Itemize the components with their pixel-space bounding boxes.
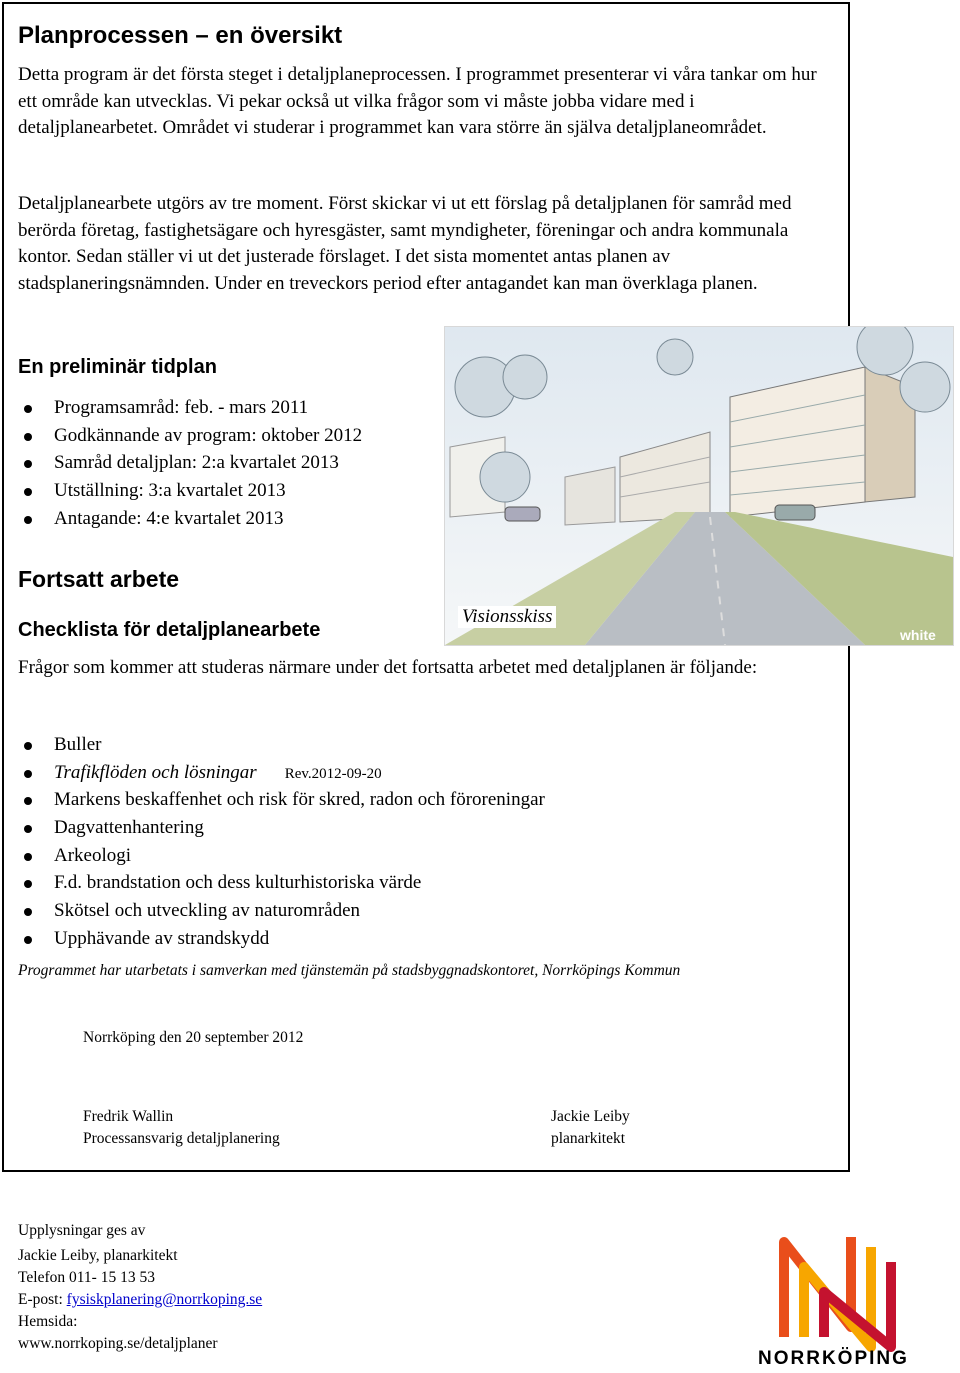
list-item: Skötsel och utveckling av naturområden	[18, 897, 545, 925]
contact-name: Jackie Leiby, planarkitekt	[18, 1247, 178, 1264]
list-item: Markens beskaffenhet och risk för skred, radon och föroreningar	[18, 786, 545, 814]
web-label: Hemsida:	[18, 1313, 78, 1330]
list-item: Buller	[18, 731, 545, 759]
list-item	[18, 759, 545, 787]
logo-text: NORRKÖPING	[758, 1348, 909, 1368]
contact-email-row	[18, 1289, 262, 1311]
web-address: www.norrkoping.se/detaljplaner	[18, 1335, 218, 1352]
norrkoping-logo	[756, 1222, 946, 1368]
list-item: Upphävande av strandskydd	[18, 925, 545, 953]
list-item: Dagvattenhantering	[18, 814, 545, 842]
credit-line: Programmet har utarbetats i samverkan med tjänstemän på stadsbyggnadskontoret, Norrköpings Kommun	[18, 962, 681, 979]
email-label: E-post:	[18, 1291, 63, 1308]
list-item-text: Trafikflöden och lösningar	[54, 761, 257, 783]
image-caption: Visionsskiss	[458, 606, 556, 628]
list-item: Godkännande av program: oktober 2012	[18, 422, 362, 450]
continued-heading: Fortsatt arbete	[18, 566, 180, 592]
checklist-list	[18, 731, 545, 953]
list-item: Utställning: 3:a kvartalet 2013	[18, 477, 362, 505]
list-item: Antagande: 4:e kvartalet 2013	[18, 505, 362, 533]
checklist-intro: Frågor som kommer att studeras närmare under det fortsatta arbetet med detaljplanen är följande:	[18, 657, 758, 678]
contact-heading: Upplysningar ges av	[18, 1222, 146, 1239]
signer-name: Fredrik Wallin	[83, 1108, 174, 1125]
place-date: Norrköping den 20 september 2012	[83, 1029, 304, 1046]
revision-date: Rev.2012-09-20	[284, 765, 382, 782]
list-item: F.d. brandstation och dess kulturhistoriska värde	[18, 869, 545, 897]
intro-paragraph: Detta program är det första steget i detaljplaneprocessen. I programmet presenterar vi våra tankar om hur ett område kan utvecklas. Vi pekar också ut vilka frågor som vi måste jobba vidare med i detaljplanearbetet. Området vi studerar i programmet kan vara större än själva detaljplaneområdet.	[18, 64, 817, 138]
logo-mark	[756, 1222, 946, 1368]
page-title: Planprocessen – en översikt	[18, 22, 343, 49]
timeline-heading: En preliminär tidplan	[18, 356, 217, 378]
vision-sketch-image	[444, 326, 954, 646]
checklist-heading: Checklista för detaljplanearbete	[18, 619, 321, 641]
email-link[interactable]: fysiskplanering@norrkoping.se	[66, 1291, 263, 1308]
contact-phone: Telefon 011- 15 13 53	[18, 1269, 155, 1286]
watermark-text: white	[900, 627, 936, 643]
signer-role: Processansvarig detaljplanering	[83, 1130, 280, 1147]
signer-name: Jackie Leiby	[551, 1108, 630, 1125]
sketch-illustration	[445, 327, 953, 645]
timeline-list	[18, 394, 362, 532]
signer-role: planarkitekt	[551, 1130, 626, 1147]
process-paragraph: Detaljplanearbete utgörs av tre moment. Först skickar vi ut ett förslag på detaljplanen för samråd med berörda företag, fastighetsägare och hyresgäster, samt myndigheter, föreningar och andra kommunala kontor. Sedan ställer vi ut det justerade förslaget. I det sista momentet antas planen av stadsplaneringsnämnden. Under en treveckors period efter antagandet kan man överklaga planen.	[18, 193, 792, 294]
list-item: Samråd detaljplan: 2:a kvartalet 2013	[18, 449, 362, 477]
list-item: Arkeologi	[18, 842, 545, 870]
list-item: Programsamråd: feb. - mars 2011	[18, 394, 362, 422]
